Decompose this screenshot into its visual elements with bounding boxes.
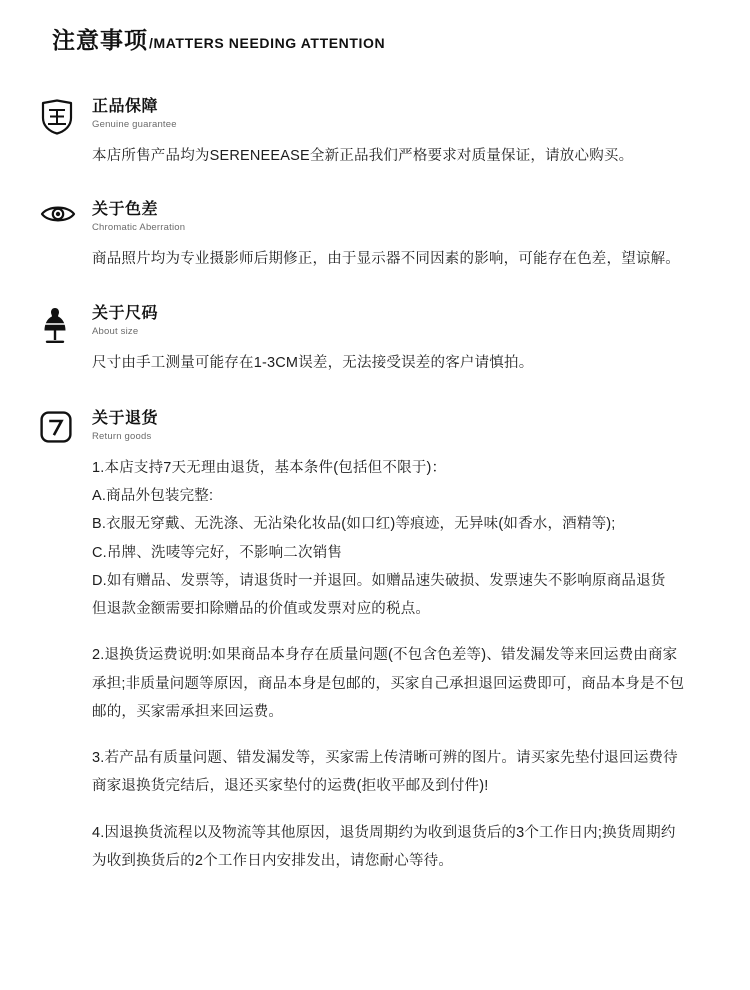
paragraph: 2.退换货运费说明:如果商品本身存在质量问题(不包含色差等)、错发漏发等来回运费由商家	[92, 647, 678, 664]
section-chromatic-aberration	[40, 200, 710, 273]
page-title-en: /MATTERS NEEDING ATTENTION	[149, 35, 386, 51]
paragraph: A.商品外包装完整:	[92, 488, 214, 505]
paragraph: 本店所售产品均为SERENEEASE全新正品我们严格要求对质量保证，请放心购买。	[92, 148, 634, 164]
page-title	[40, 22, 710, 55]
section-title-cn: 关于色差	[92, 201, 159, 219]
paragraph: 商品照片均为专业摄影师后期修正，由于显示器不同因素的影响，可能存在色差，望谅解。	[92, 251, 680, 268]
section-title-cn: 关于尺码	[92, 304, 159, 322]
section-title-en: Genuine guarantee	[92, 119, 177, 130]
paragraph: D.如有赠品、发票等，请退货时一并退回。如赠品速失破损、发票速失不影响原商品退货	[92, 572, 666, 589]
paragraph: 为收到换货后的2个工作日内安排发出，请您耐心等待。	[92, 852, 454, 869]
page-title-cn: 注意事项	[52, 27, 148, 53]
paragraph: 1.本店支持7天无理由退货，基本条件(包括但不限于)：	[92, 459, 447, 476]
section-text	[92, 454, 710, 875]
paragraph: 4.因退换货流程以及物流等其他原因，退货周期约为收到退货后的3个工作日内;换货周期约	[92, 824, 676, 841]
section-body	[92, 304, 710, 377]
paragraph: 邮的，买家需承担来回运费。	[92, 703, 284, 720]
section-genuine-guarantee	[40, 97, 710, 170]
section-body	[92, 97, 710, 170]
seven-day-return-icon	[40, 409, 92, 443]
paragraph: 承担;非质量问题等原因，商品本身是包邮的，买家自己承担退回运费即可，商品本身是不包	[92, 675, 685, 692]
paragraph: 尺寸由手工测量可能存在1-3CM误差，无法接受误差的客户请慎拍。	[92, 354, 534, 371]
section-text	[92, 245, 710, 273]
section-return-goods	[40, 409, 710, 875]
eye-icon	[40, 200, 92, 226]
section-title-en: Chromatic Aberration	[92, 222, 186, 234]
section-title-cn: 关于退货	[92, 409, 159, 427]
paragraph: 3.若产品有质量问题、错发漏发等，买家需上传清晰可辨的图片。请买家先垫付退回运费待	[92, 750, 678, 767]
section-title-cn: 正品保障	[92, 98, 159, 115]
section-about-size	[40, 304, 710, 377]
paragraph: 商家退换货完结后，退还买家垫付的运费(拒收平邮及到付件)!	[92, 778, 489, 795]
paragraph: 但退款金额需要扣除赠品的价值或发票对应的税点。	[92, 601, 431, 618]
section-body	[92, 200, 710, 273]
shield-zheng-icon	[40, 97, 92, 135]
section-title-en: Return goods	[92, 430, 152, 442]
mannequin-icon	[40, 304, 92, 346]
paragraph: C.吊牌、洗唛等完好，不影响二次销售	[92, 544, 343, 561]
section-title-en: About size	[92, 325, 139, 337]
section-body	[92, 409, 710, 875]
section-text	[92, 142, 710, 170]
section-text	[92, 349, 710, 377]
paragraph: B.衣服无穿戴、无洗涤、无沾染化妆品(如口红)等痕迹，无异味(如香水，酒精等);	[92, 516, 616, 533]
